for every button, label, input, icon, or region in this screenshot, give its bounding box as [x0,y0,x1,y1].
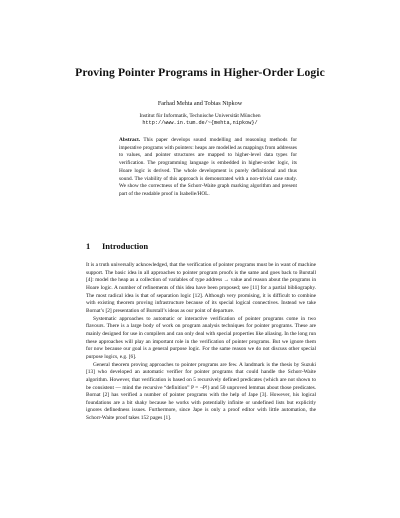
section-heading [86,241,346,251]
body-paragraph-2: Systematic approaches to automatic or interactive verification of pointer programs come in two flavours. There is a large body of work on program analysis techniques for pointer programs. These are mainly designed for use in compilers and can only deal with special properties like aliasing. In the long run these approaches will play an important role in the verification of pointer programs. But we ignore them for now because our goal is a general purpose logic. For the same reason we do not discuss other special purpose logics, e.g. [6]. [86,315,316,360]
body-paragraph-1: It is a truth universally acknowledged, that the verification of pointer programs must be in want of machine support. The basic idea in all approaches to pointer program proofs is the same and goes back to Burstall [4]: model the heap as a collection of variables of type address → value and reason about the programs in Hoare logic. A number of refinements of this idea have been proposed; see [11] for a partial bibliography. The most radical idea is that of separation logic [12]. Although very promising, it is difficult to combine with existing theorem proving infrastructure because of its special logical connectives. Instead we take Bornat’s [2] presentation of Burstall’s ideas as our point of departure. [86,262,316,314]
affiliation-institute: Institut für Informatik, Technische Universität München [139,113,261,119]
abstract-label: Abstract. [119,137,141,143]
section-number: 1 [86,241,91,251]
affiliation-url: http://www.in.tum.de/~{mehta,nipkow}/ [142,120,258,127]
abstract-text: This paper develops sound modelling and reasoning methods for imperative programs with pointers: heaps are modelled as mappings from addresses to values, and pointer structures are mapped to higher-level data types for verification. The programming language is embedded in higher-order logic, its Hoare logic is derived. The whole development is purely definitional and thus sound. The viability of this approach is demonstrated with a non-trivial case study. We show the correctness of the Schorr-Waite graph marking algorithm and present part of the readable proof in Isabelle/HOL. [119,137,297,197]
section-body [86,262,316,423]
paper-authors: Farhad Mehta and Tobias Nipkow [157,100,243,107]
paper-title: Proving Pointer Programs in Higher-Order Logic [75,66,325,79]
body-paragraph-3: General theorem proving approaches to pointer programs are few. A landmark is the thesis by Suzuki [13] who developed an automatic verifier for pointer programs that could handle the Schorr-Waite algorithm. However, that verification is based on 5 recursively defined predicates (which are not shown to be consistent — mind the recursive “definition” P = ¬P!) and 50 unproved lemmas about those predicates. Bornat [2] has verified a number of pointer programs with the help of Jape [3]. However, his logical foundations are a bit shaky because he works with potentially infinite or undefined lists but explicitly ignores definedness issues. Furthermore, since Jape is only a proof editor with little automation, the Schorr-Waite proof takes 152 pages [1]. [86,361,316,422]
author-affiliation [0,113,400,128]
abstract [119,137,297,199]
section-title: Introduction [102,241,149,251]
